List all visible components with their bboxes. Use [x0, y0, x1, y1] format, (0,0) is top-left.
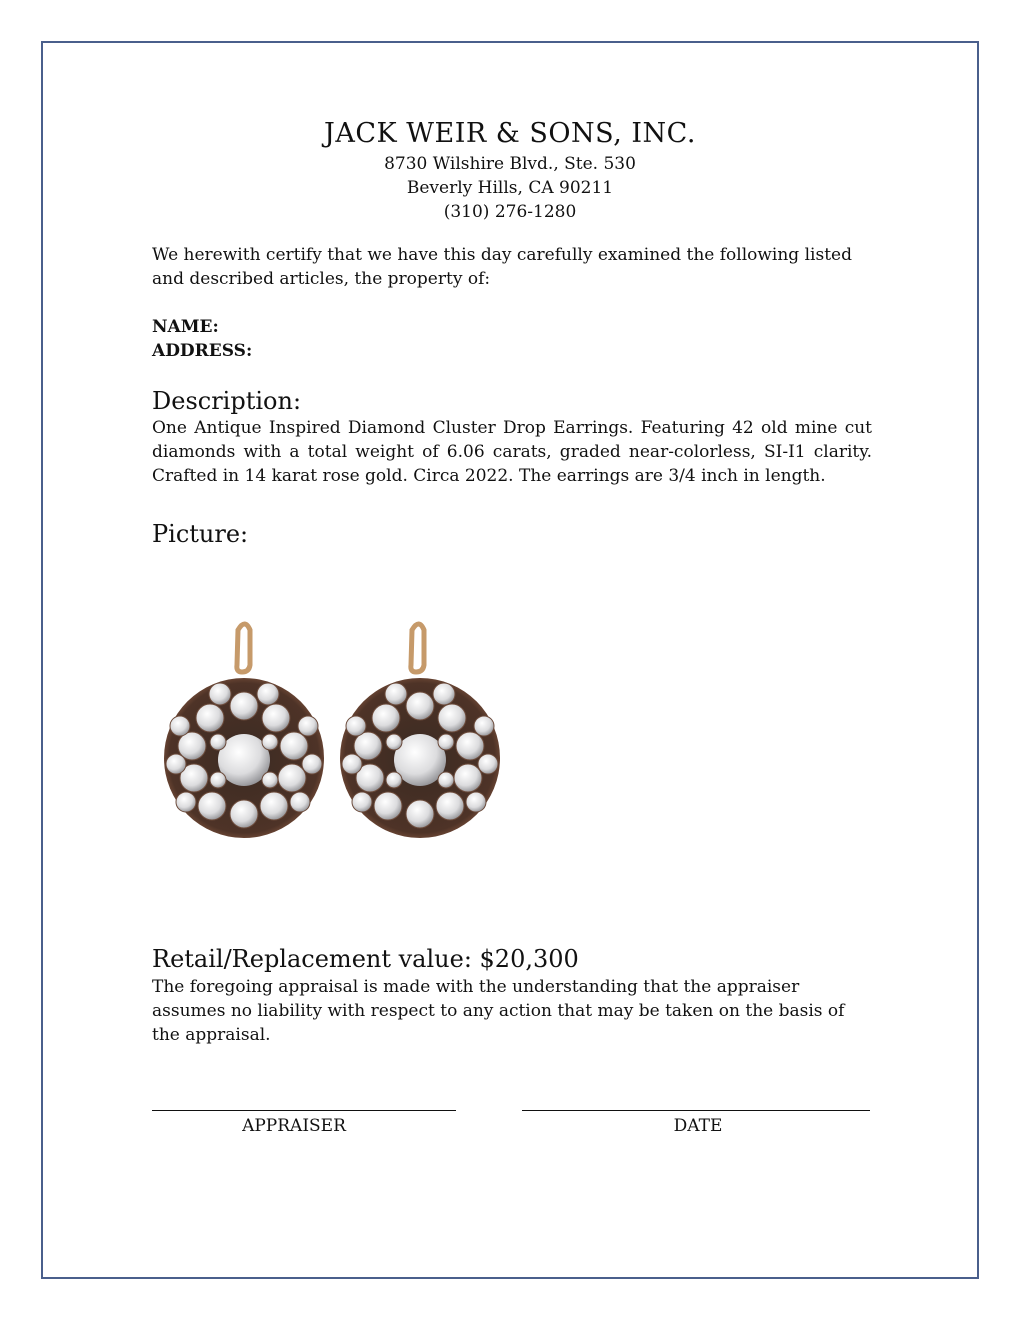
appraiser-label: APPRAISER [242, 1116, 346, 1136]
date-signature-line [522, 1110, 870, 1111]
appraiser-signature-line [152, 1110, 456, 1111]
value-heading: Retail/Replacement value: $20,300 [152, 945, 579, 973]
name-label: NAME: [152, 317, 219, 337]
company-name: JACK WEIR & SONS, INC. [324, 118, 696, 149]
letterhead [0, 116, 1020, 224]
description-heading: Description: [152, 387, 302, 415]
description-text: One Antique Inspired Diamond Cluster Drop Earrings. Featuring 42 old mine cut diamonds with a total weight of 6.06 carats, graded near-colorless, SI-I1 clarity. Crafted in 14 karat rose gold. Circa 2022. The earrings are 3/4 inch in length. [152, 418, 872, 486]
picture-heading: Picture: [152, 520, 249, 548]
disclaimer-text: The foregoing appraisal is made with the understanding that the appraiser assumes no liability with respect to any action that may be taken on the basis of the appraisal. [152, 977, 845, 1045]
company-address-line1: 8730 Wilshire Blvd., Ste. 530 [384, 154, 636, 174]
address-label: ADDRESS: [152, 341, 253, 361]
left-earring [164, 624, 324, 838]
right-earring [340, 624, 500, 838]
company-phone: (310) 276-1280 [443, 202, 577, 222]
company-address-line2: Beverly Hills, CA 90211 [406, 178, 614, 198]
certification-text: We herewith certify that we have this day carefully examined the following listed and described articles, the property of: [152, 245, 852, 289]
date-label: DATE [673, 1116, 723, 1136]
earrings-photo [150, 610, 510, 840]
